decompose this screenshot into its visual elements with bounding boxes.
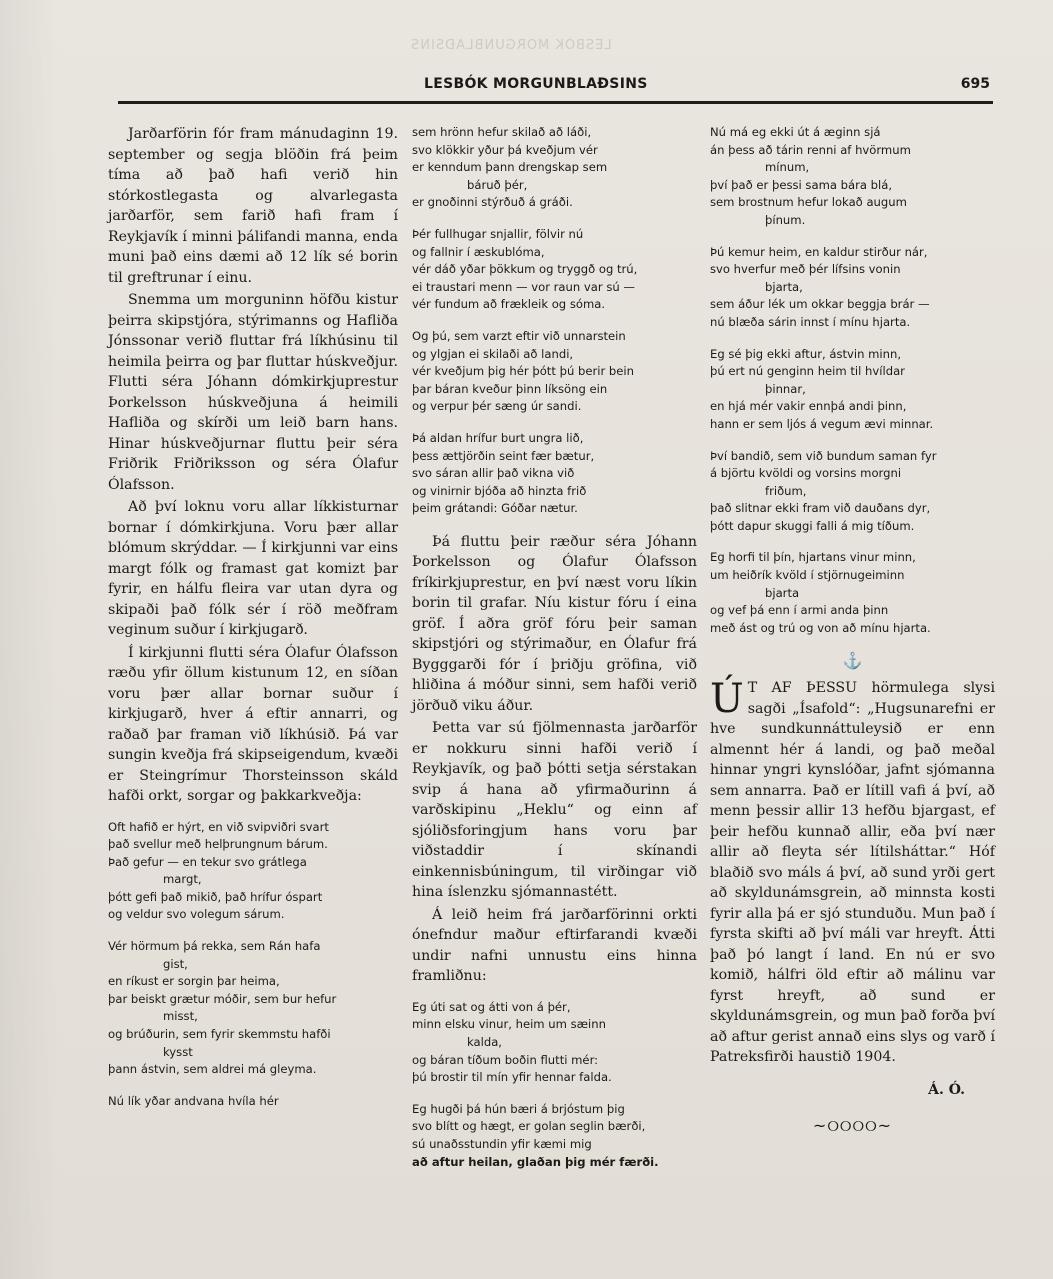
verse-line: Vér hörmum þá rekka, sem Rán hafa — [108, 939, 321, 954]
ornament-divider: ~୦୦୦୦~ — [812, 1115, 893, 1135]
verse-line: Þú kemur heim, en kaldur stirður nár, — [710, 244, 928, 259]
page-number: 695 — [960, 76, 990, 92]
verse-line: sú unaðsstundin yfir kæmi mig — [412, 1137, 592, 1152]
verse-line: vér fundum að frækleik og sóma. — [412, 297, 606, 312]
poem-stanza — [710, 549, 995, 637]
poem-stanza — [710, 244, 995, 332]
verse-line: Þér fullhugar snjallir, fölvir nú — [412, 226, 584, 241]
verse-line: margt, — [163, 872, 202, 887]
verse-line: en hjá mér vakir ennþá andi þinn, — [710, 399, 907, 414]
verse-line: Þá aldan hrífur burt ungra lið, — [412, 430, 584, 445]
verse-line: Eg sé þig ekki aftur, ástvin minn, — [710, 346, 902, 361]
poem-stanza — [108, 819, 398, 925]
verse-line: þar beiskt grætur móðir, sem bur hefur — [108, 991, 337, 1006]
verse-line: Og þú, sem varzt eftir við unnarstein — [412, 328, 626, 343]
verse-line: Því bandið, sem við bundum saman fyr — [710, 448, 937, 463]
verse-line: Eg horfi til þín, hjartans vinur minn, — [710, 550, 916, 565]
verse-line: og fallnir í æskublóma, — [412, 244, 545, 259]
verse-line: það svellur með helþrungnum bárum. — [108, 837, 328, 852]
poem-stanza — [412, 1101, 697, 1171]
verse-line: kysst — [163, 1044, 193, 1059]
column-2 — [412, 124, 697, 1185]
verse-line: svo klökkir yður þá kveðjum vér — [412, 142, 598, 157]
drop-cap: Ú — [710, 676, 744, 723]
verse-line: Oft hafið er hýrt, en við svipviðri svart — [108, 819, 329, 834]
author-signature: Á. Ó. — [928, 1081, 965, 1098]
poem-stanza — [108, 938, 398, 1079]
poem-stanza — [412, 999, 697, 1087]
verse-line: minn elsku vinur, heim um sæinn — [412, 1017, 606, 1032]
verse-line: kalda, — [467, 1035, 502, 1050]
poem-stanza — [108, 1093, 398, 1111]
verse-line: það slitnar ekki fram við dauðans dyr, — [710, 501, 931, 516]
verse-line: Nú má eg ekki út á æginn sjá — [710, 125, 881, 139]
verse-line: þann ástvin, sem aldrei má gleyma. — [108, 1062, 317, 1077]
verse-line: að aftur heilan, glaðan þig mér færði. — [412, 1154, 659, 1169]
bleed-through-text: LESBÓK MORGUNBLAÐSINS — [410, 38, 612, 53]
verse-line: með ást og trú og von að mínu hjarta. — [710, 620, 931, 635]
verse-line: þess ættjörðin seint fær bætur, — [412, 448, 595, 463]
article-paragraph — [710, 678, 995, 1068]
verse-line: þú brostir til mín yfir hennar falda. — [412, 1070, 612, 1085]
publication-title: LESBÓK MORGUNBLAÐSINS — [424, 76, 648, 92]
verse-line: Eg hugði þá hún bæri á brjóstum þig — [412, 1101, 625, 1116]
verse-line: bjarta — [765, 585, 800, 600]
verse-line: sem áður lék um okkar beggja brár — — [710, 297, 930, 312]
poem-stanza — [412, 430, 697, 518]
verse-line: gist, — [163, 956, 188, 971]
verse-line: þinnar, — [765, 381, 806, 396]
verse-line: Það gefur — en tekur svo grátlega — [108, 854, 307, 869]
verse-line: og ylgjan ei skilaði að landi, — [412, 346, 574, 361]
verse-line: um heiðrík kvöld í stjörnugeiminn — [710, 568, 905, 583]
paragraph: Þá fluttu þeir ræður séra Jóhann Þorkelsson og Ólafur Ólafsson fríkirkjuprestur, en því næst voru líkin borin til grafar. Níu kistur fóru í eina gröf. Í aðra gröf fóru þeir saman skipstjóri og stýrimaður, en Ólafur frá Bygggarði fór í þriðju gröfina, við hliðina á móður sinni, sem hafði verið jörðuð viku áður. — [412, 533, 697, 714]
poem-stanza — [412, 328, 697, 416]
verse-line: ei traustari menn — vor raun var sú — — [412, 279, 635, 294]
verse-line: er gnoðinni stýrðuð á gráði. — [412, 195, 573, 210]
verse-line: vér kveðjum þig hér þótt þú berir bein — [412, 364, 634, 379]
verse-line: bjarta, — [765, 279, 803, 294]
verse-line: og verpur þér sæng úr sandi. — [412, 399, 582, 414]
verse-line: þar báran kveður þinn líksöng ein — [412, 381, 608, 396]
paragraph: Á leið heim frá jarðarförinni orkti ónefndur maður eftirfarandi kvæði undir nafni unnustu eins hinna framliðnu: — [412, 906, 697, 985]
verse-line: þínum. — [765, 212, 806, 227]
verse-line: báruð þér, — [467, 177, 528, 192]
paragraph: Snemma um morguninn höfðu kistur þeirra skipstjóra, stýrimanns og Hafliða Jónssonar verið fluttar frá líkhúsinu til heimila þeirra og þar fluttar húskveðjur. Flutti séra Jóhann dómkirkjuprestur Þorkelsson húskveðjuna á heimili Hafliða og skírði um leið barn hans. Hinar húskveðjurnar fluttu þeir séra Friðrik Friðriksson og séra Ólafur Ólafsson. — [108, 292, 398, 493]
verse-line: og vinirnir bjóða að hinzta frið — [412, 483, 587, 498]
anchor-icon: ⚓ — [842, 651, 863, 671]
verse-line: misst, — [163, 1009, 198, 1024]
verse-line: án þess að tárin renni af hvörmum — [710, 142, 911, 157]
verse-line: nú blæða sárin innst í mínu hjarta. — [710, 314, 911, 329]
paragraph: Í kirkjunni flutti séra Ólafur Ólafsson ræðu yfir öllum kistunum 12, en síðan voru þær allar bornar suður í kirkjugarð, hver á eftir annarri, og raðað þar framan við líkhúsið. Þá var sungin kveðja frá skipseigendum, kvæði er Steingrímur Thorsteinsson skáld hafði orkt, sorgar og þakkarkveðja: — [108, 644, 398, 804]
column-1 — [108, 124, 398, 1124]
poem-stanza — [412, 124, 697, 212]
verse-line: sem hrönn hefur skilað að láði, — [412, 125, 592, 139]
verse-line: Nú lík yðar andvana hvíla hér — [108, 1093, 279, 1108]
verse-line: því það er þessi sama bára blá, — [710, 177, 893, 192]
page-header — [400, 76, 1000, 100]
poem-stanza — [710, 346, 995, 434]
verse-line: þeim grátandi: Góðar nætur. — [412, 501, 578, 516]
verse-line: og brúðurin, sem fyrir skemmstu hafði — [108, 1027, 331, 1042]
verse-line: en ríkust er sorgin þar heima, — [108, 974, 280, 989]
verse-line: friðum, — [765, 483, 807, 498]
verse-line: þótt gefi það mikið, það hrífur óspart — [108, 889, 323, 904]
verse-line: svo blítt og hægt, er golan seglin bærði, — [412, 1119, 646, 1134]
verse-line: og báran tíðum boðin flutti mér: — [412, 1052, 599, 1067]
paragraph-text: T AF ÞESSU hörmulega slysi sagði „Ísafold“: „Hugsunarefni er hve sundkunnáttuleysið er enn almennt hér á landi, og það meðal hinnar yngri kynslóðar, jafnt sjómanna sem annarra. Það er lítill vafi á því, að menn þessir allir 13 hefðu bjargast, ef þeir hefðu kunnað allir, eða því nær allir að fleyta sér lítilsháttar.“ Hóf blaðið svo máls á því, að sund yrði gert að skyldunámsgrein, að minnsta kosti fyrir alla þá er sjó stunduðu. Mun það í fyrsta skifti að því máli var hreyft. Átti það þó langt í land. En nú er svo komið, hálfri öld eftir að málinu var fyrst hreyft, að sund er skyldunámsgrein, og mun það forða því að aftur gerist annað eins slys og varð í Patreksfirði haustið 1904. — [710, 680, 995, 1066]
verse-line: sem brostnum hefur lokað augum — [710, 195, 907, 210]
binding-shadow — [0, 0, 60, 1279]
column-3 — [710, 124, 995, 1136]
verse-line: vér dáð yðar þökkum og tryggð og trú, — [412, 262, 638, 277]
verse-line: svo hverfur með þér lífsins vonin — [710, 262, 901, 277]
poem-stanza — [710, 124, 995, 230]
verse-line: þótt dapur skuggi falli á mig tíðum. — [710, 518, 915, 533]
verse-line: þú ert nú genginn heim til hvíldar — [710, 364, 905, 379]
verse-line: og veldur svo volegum sárum. — [108, 907, 285, 922]
verse-line: mínum, — [765, 160, 810, 175]
paragraph: Jarðarförin fór fram mánudaginn 19. september og segja blöðin frá þeim tíma að það hafi verið hin stórkostlegasta og alvarlegasta jarðarför, sem farið hafi fram í Reykjavík í minni þálifandi manna, enda muni það eins dæmi að 12 lík sé borin til greftrunar í einu. — [108, 126, 398, 286]
paragraph: Að því loknu voru allar líkkisturnar bornar í dómkirkjuna. Voru þær allar blómum skrýddar. — Í kirkjunni var eins margt fólk og framast gat komizt þar fyrir, en hálfu fleira var utan dyra og skipaði það fólk sér í röð meðfram veginum suður í kirkjugarð. — [108, 499, 398, 638]
poem-stanza — [412, 226, 697, 314]
verse-line: á björtu kvöldi og vorsins morgni — [710, 466, 902, 481]
verse-line: hann er sem ljós á vegum ævi minnar. — [710, 416, 934, 431]
verse-line: svo sáran allir það vikna við — [412, 466, 575, 481]
verse-line: Eg úti sat og átti von á þér, — [412, 999, 571, 1014]
poem-stanza — [710, 448, 995, 536]
verse-line: er kenndum þann drengskap sem — [412, 160, 608, 175]
header-rule — [118, 101, 993, 104]
verse-line: og vef þá enn í armi anda þinn — [710, 603, 889, 618]
paragraph: Þetta var sú fjölmennasta jarðarför er nokkuru sinni hafði verið í Reykjavík, og það þótti setja sérstakan svip á hana að yfirmaðurinn á varðskipinu „Heklu“ og einn af sjóliðsforingjum hans voru þar viðstaddir í skínandi einkennisbúningum, til virðingar við hina íslenzku sjómannastétt. — [412, 720, 697, 901]
